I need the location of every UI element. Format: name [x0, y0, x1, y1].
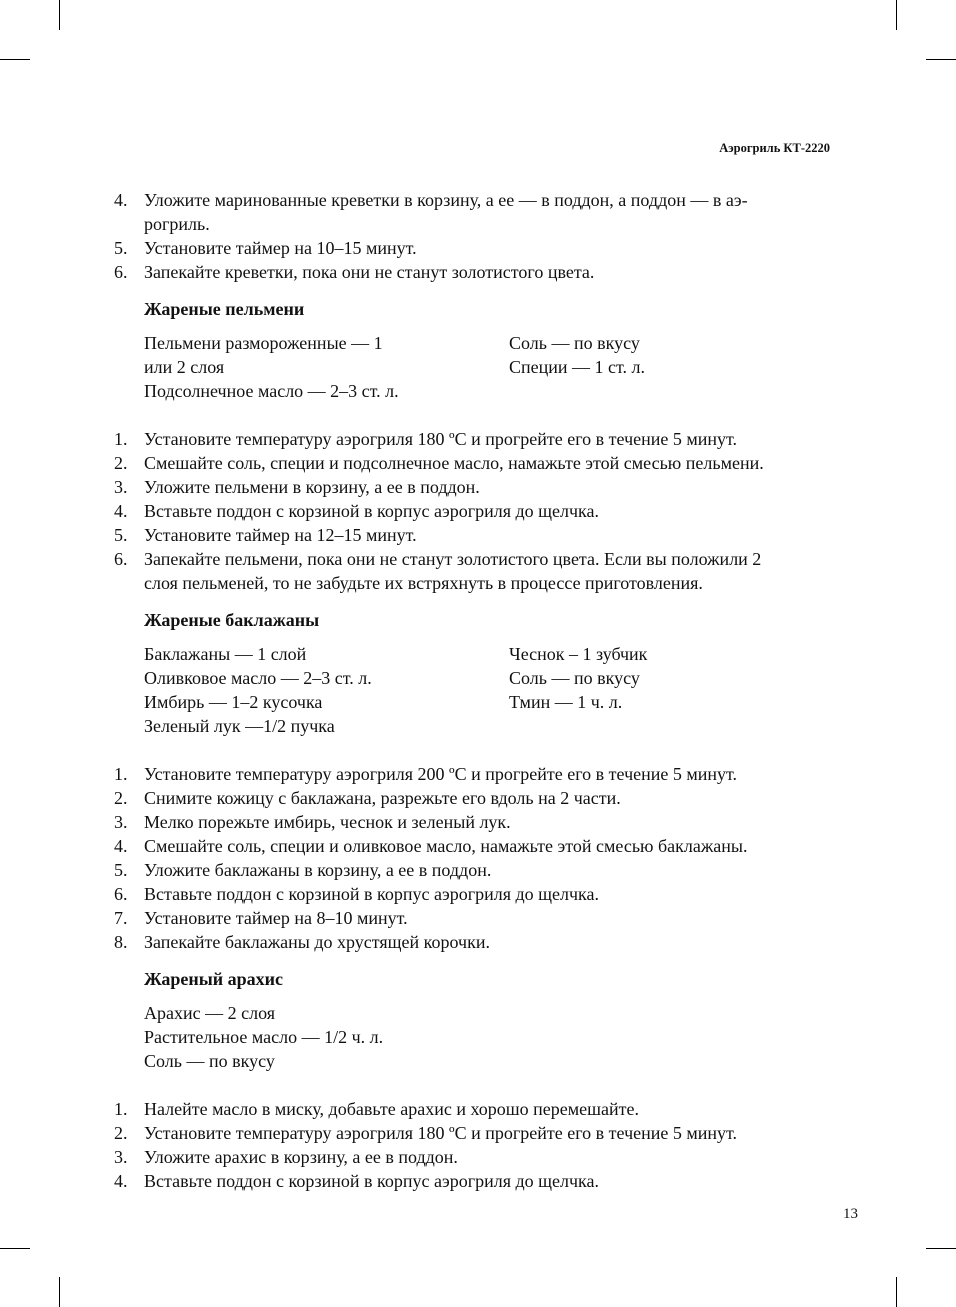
- running-header: Аэрогриль КТ-2220: [719, 141, 830, 155]
- step-number: 1.: [114, 1099, 128, 1119]
- ingredient-line: Зеленый лук —1/2 пучка: [144, 716, 335, 736]
- ingredient-line: Оливковое масло — 2–3 ст. л.: [144, 668, 372, 688]
- ingredient-line: Пельмени размороженные — 1: [144, 333, 383, 353]
- intro-steps-list: [110, 188, 838, 284]
- ingredients-column-1: [144, 1001, 509, 1073]
- ingredient-line: Арахис — 2 слоя: [144, 1003, 276, 1023]
- list-item: [110, 834, 838, 858]
- recipe-title-dumplings: Жареные пельмени: [144, 299, 305, 319]
- step-number: 6.: [114, 884, 128, 904]
- ingredient-line: Тмин — 1 ч. л.: [509, 692, 623, 712]
- step-number: 3.: [114, 1147, 128, 1167]
- list-item: [110, 762, 838, 786]
- steps-peanuts: [110, 1097, 838, 1193]
- step-text: Установите температуру аэрогриля 200 ºС и прогрейте его в течение 5 минут.: [144, 764, 738, 784]
- step-number: 2.: [114, 788, 128, 808]
- ingredients-dumplings: [144, 331, 838, 403]
- step-number: 5.: [114, 860, 128, 880]
- step-text: Налейте масло в миску, добавьте арахис и хорошо перемешайте.: [144, 1099, 639, 1119]
- step-text: Уложите маринованные креветки в корзину, а ее — в поддон, а поддон — в аэ-: [144, 190, 748, 210]
- ingredient-line: Соль — по вкусу: [509, 333, 640, 353]
- step-text: Установите температуру аэрогриля 180 ºС и прогрейте его в течение 5 минут.: [144, 1123, 738, 1143]
- step-text: Вставьте поддон с корзиной в корпус аэрогриля до щелчка.: [144, 884, 600, 904]
- crop-mark-top-right: [896, 0, 897, 30]
- ingredients-column-2: [509, 331, 838, 403]
- step-number: 5.: [114, 238, 128, 258]
- step-text: Запекайте пельмени, пока они не станут золотистого цвета. Если вы положили 2: [144, 549, 762, 569]
- list-item: [110, 523, 838, 547]
- step-text: Запекайте баклажаны до хрустящей корочки.: [144, 932, 490, 952]
- step-number: 2.: [114, 1123, 128, 1143]
- step-text: Уложите арахис в корзину, а ее в поддон.: [144, 1147, 458, 1167]
- recipe-title-eggplant: Жареные баклажаны: [144, 610, 320, 630]
- list-item: [110, 882, 838, 906]
- list-item: [110, 451, 838, 475]
- ingredient-line: Соль — по вкусу: [509, 668, 640, 688]
- step-text-continuation: рогриль.: [144, 214, 210, 234]
- ingredients-peanuts: [144, 1001, 838, 1073]
- crop-mark-bottom-right: [896, 1277, 897, 1307]
- ingredient-line: Растительное масло — 1/2 ч. л.: [144, 1027, 384, 1047]
- list-item: [110, 260, 838, 284]
- step-text: Вставьте поддон с корзиной в корпус аэрогриля до щелчка.: [144, 1171, 600, 1191]
- step-text: Запекайте креветки, пока они не станут золотистого цвета.: [144, 262, 595, 282]
- step-number: 1.: [114, 764, 128, 784]
- step-number: 6.: [114, 549, 128, 569]
- ingredient-line: Баклажаны — 1 слой: [144, 644, 307, 664]
- step-number: 7.: [114, 908, 128, 928]
- steps-eggplant: [110, 762, 838, 954]
- step-text: Уложите баклажаны в корзину, а ее в поддон.: [144, 860, 492, 880]
- crop-mark-right-top: [926, 59, 956, 60]
- list-item: [110, 1097, 838, 1121]
- step-number: 2.: [114, 453, 128, 473]
- ingredient-line: Подсолнечное масло — 2–3 ст. л.: [144, 381, 399, 401]
- step-number: 3.: [114, 477, 128, 497]
- list-item: [110, 810, 838, 834]
- page-number: 13: [843, 1206, 858, 1222]
- list-item: [110, 427, 838, 451]
- list-item: [110, 906, 838, 930]
- recipe-title-peanuts: Жареный арахис: [144, 969, 284, 989]
- crop-mark-top-left: [59, 0, 60, 30]
- crop-mark-right-bottom: [926, 1248, 956, 1249]
- list-item: [110, 236, 838, 260]
- list-item: [110, 858, 838, 882]
- list-item: [110, 786, 838, 810]
- step-text: Смешайте соль, специи и подсолнечное масло, намажьте этой смесью пельмени.: [144, 453, 764, 473]
- crop-mark-left-bottom: [0, 1248, 30, 1249]
- step-text: Вставьте поддон с корзиной в корпус аэрогриля до щелчка.: [144, 501, 600, 521]
- crop-mark-bottom-left: [59, 1277, 60, 1307]
- ingredient-line: Соль — по вкусу: [144, 1051, 275, 1071]
- list-item: [110, 1169, 838, 1193]
- step-text: Установите таймер на 12–15 минут.: [144, 525, 417, 545]
- ingredients-eggplant: [144, 642, 838, 738]
- step-number: 4.: [114, 501, 128, 521]
- list-item: [110, 547, 838, 595]
- step-text: Установите таймер на 10–15 минут.: [144, 238, 417, 258]
- step-number: 6.: [114, 262, 128, 282]
- step-number: 8.: [114, 932, 128, 952]
- step-text: Снимите кожицу с баклажана, разрежьте его вдоль на 2 части.: [144, 788, 621, 808]
- page-content: [110, 188, 838, 1193]
- step-number: 3.: [114, 812, 128, 832]
- list-item: [110, 1121, 838, 1145]
- step-text: Уложите пельмени в корзину, а ее в поддон.: [144, 477, 480, 497]
- list-item: [110, 499, 838, 523]
- ingredients-column-1: [144, 642, 509, 738]
- step-number: 4.: [114, 1171, 128, 1191]
- step-number: 4.: [114, 836, 128, 856]
- ingredient-line: Чеснок – 1 зубчик: [509, 644, 648, 664]
- list-item: [110, 475, 838, 499]
- step-text: Установите таймер на 8–10 минут.: [144, 908, 408, 928]
- step-text-continuation: слоя пельменей, то не забудьте их встряхнуть в процессе приготовления.: [144, 573, 703, 593]
- step-text: Установите температуру аэрогриля 180 ºС и прогрейте его в течение 5 минут.: [144, 429, 738, 449]
- ingredient-line: или 2 слоя: [144, 357, 225, 377]
- ingredients-column-2: [509, 642, 838, 738]
- ingredient-line: Имбирь — 1–2 кусочка: [144, 692, 323, 712]
- step-number: 1.: [114, 429, 128, 449]
- crop-mark-left-top: [0, 59, 30, 60]
- step-text: Смешайте соль, специи и оливковое масло, намажьте этой смесью баклажаны.: [144, 836, 748, 856]
- list-item: [110, 930, 838, 954]
- ingredient-line: Специи — 1 ст. л.: [509, 357, 646, 377]
- list-item: [110, 1145, 838, 1169]
- step-number: 5.: [114, 525, 128, 545]
- step-text: Мелко порежьте имбирь, чеснок и зеленый лук.: [144, 812, 511, 832]
- list-item: [110, 188, 838, 236]
- step-number: 4.: [114, 190, 128, 210]
- steps-dumplings: [110, 427, 838, 595]
- ingredients-column-1: [144, 331, 509, 403]
